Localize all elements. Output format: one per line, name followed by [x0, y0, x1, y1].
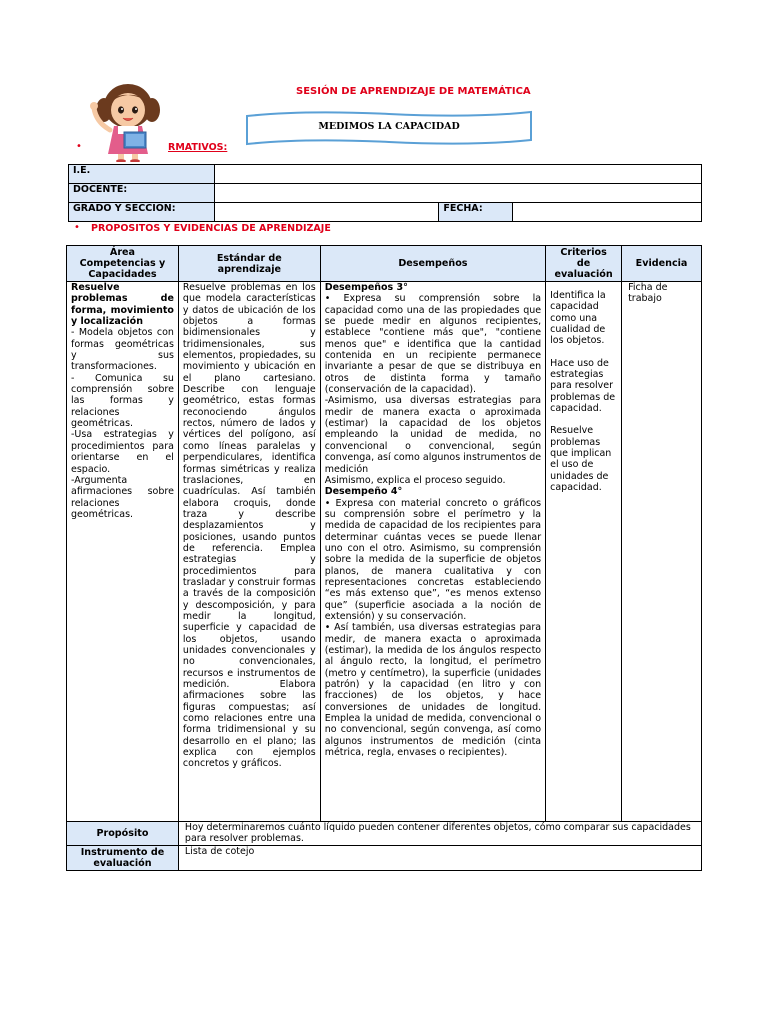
area-title: Resuelve problemas de forma, movimiento y localización: [71, 282, 174, 328]
session-title: SESIÓN DE APRENDIZAJE DE MATEMÁTICA: [296, 86, 531, 97]
criterio-item: Resuelve problemas que implican el uso de unidades de capacidad.: [550, 425, 612, 494]
info-table: [68, 164, 702, 222]
bullet-icon: •: [74, 222, 80, 233]
docente-label: DOCENTE:: [69, 184, 215, 203]
desempeno-4-title: Desempeño 4°: [324, 486, 403, 498]
section-heading-normativos: RMATIVOS:: [168, 142, 228, 153]
area-item: - Comunica su comprensión sobre las formas y relaciones geométricas.: [71, 372, 174, 430]
girl-illustration: [88, 80, 170, 162]
instrumento-label: Instrumento de evaluación: [67, 845, 179, 870]
desempeno-3-text: Asimismo, explica el proceso seguido.: [324, 474, 506, 486]
bullet-icon: •: [76, 141, 82, 152]
desempeno-3-text: • Expresa su comprensión sobre la capacidad como una de las propiedades que se puede medir en algunos recipientes, establece "contiene más que", "contiene menos que" e identifica que la cantidad contenida en un recipiente permanece invariante a pesar de que se distribuya en otros de distinta forma y tamaño (conservación de la capacidad).: [324, 293, 542, 396]
header-estandar: Estándar de aprendizaje: [178, 246, 320, 282]
grado-value[interactable]: [214, 203, 439, 222]
header-criterios: Criterios de evaluación: [546, 246, 622, 282]
fecha-value[interactable]: [513, 203, 702, 222]
session-name: MEDIMOS LA CAPACIDAD: [318, 121, 460, 132]
ie-value[interactable]: [214, 165, 701, 184]
criterios-cell: [546, 282, 622, 822]
area-item: -Argumenta afirmaciones sobre relaciones geométricas.: [71, 474, 174, 520]
proposito-label: Propósito: [67, 822, 179, 846]
desempeno-4-text: • Así también, usa diversas estrategias para medir, de manera exacta o aproximada (estimar), la medida de los ángulos respecto al ángulo recto, la longitud, el perímetro (metro y centímetro), la superficie (unidades patrón) y la capacidad (en litro y con fracciones) de los objetos, y hace conversiones de unidades de longitud. Emplea la unidad de medida, convencional o no convencional, según convenga, así como algunos instrumentos de medición (cinta métrica, regla, envases o recipientes).: [324, 622, 542, 759]
section-heading-propositos: PROPOSITOS Y EVIDENCIAS DE APRENDIZAJE: [91, 223, 331, 234]
area-item: - Modela objetos con formas geométricas y sus transformaciones.: [71, 327, 174, 373]
area-cell: [67, 282, 179, 822]
desempeno-3-title: Desempeños 3°: [324, 282, 408, 293]
docente-value[interactable]: [214, 184, 701, 203]
proposito-text: Hoy determinaremos cuánto líquido pueden contener diferentes objetos, cómo comparar sus capacidades para resolver problemas.: [178, 822, 701, 846]
grado-label: GRADO Y SECCION:: [69, 203, 215, 222]
header-evidencia: Evidencia: [622, 246, 702, 282]
evidencia-text: Ficha de trabajo: [628, 282, 668, 305]
ie-label: I.E.: [69, 165, 215, 184]
criterio-item: Hace uso de estrategias para resolver problemas de capacidad.: [550, 357, 616, 415]
evidencia-cell: [622, 282, 702, 822]
area-item: -Usa estrategias y procedimientos para orientarse en el espacio.: [71, 429, 174, 475]
fecha-label: FECHA:: [439, 203, 513, 222]
desempeno-3-text: -Asimismo, usa diversas estrategias para medir de manera exacta o aproximada (estimar) la capacidad de los objetos empleando la unidad de medida, no convencional o convencional, según convenga, así como algunos instrumentos de medición: [324, 395, 542, 475]
instrumento-text: Lista de cotejo: [178, 845, 701, 870]
criterio-item: Identifica la capacidad como una cualidad de los objetos.: [550, 290, 606, 347]
estandar-text: Resuelve problemas en los que modela características y datos de ubicación de los objetos a formas bidimensionales y tridimensionales, sus elementos, propiedades, su movimiento y ubicación en el plano cartesiano. Describe con lenguaje geométrico, estas formas reconociendo ángulos rectos, número de lados y vértices del polígono, así como líneas paralelas y perpendiculares, identifica formas simétricas y realiza traslaciones, en cuadrículas. Así también elabora croquis, donde traza y describe desplazamientos y posiciones, usando puntos de referencia. Emplea estrategias y procedimientos para trasladar y construir formas a través de la composición y descomposición, y para medir la longitud, superficie y capacidad de los objetos, usando unidades convencionales y no convencionales, recursos e instrumentos de medición. Elabora afirmaciones sobre las figuras compuestas; así como relaciones entre una forma tridimensional y su desarrollo en el plano; las explica con ejemplos concretos y gráficos.: [182, 282, 316, 770]
header-area: Área Competencias y Capacidades: [67, 246, 179, 282]
learning-table: [66, 245, 702, 871]
estandar-cell: [178, 282, 320, 822]
desempenos-cell: [320, 282, 545, 822]
header-desempenos: Desempeños: [320, 246, 545, 282]
desempeno-4-text: • Expresa con material concreto o gráficos su comprensión sobre el perímetro y la medida de capacidad de los recipientes para determinar cuántas veces se puede llenar uno con el otro. Asimismo, su comprensión sobre la medida de la superficie de objetos planos, de manera cualitativa y con representaciones concretas estableciendo “es más extenso que”, “es menos extenso que” (superficie asociada a la noción de extensión) y su conservación.: [324, 497, 542, 622]
